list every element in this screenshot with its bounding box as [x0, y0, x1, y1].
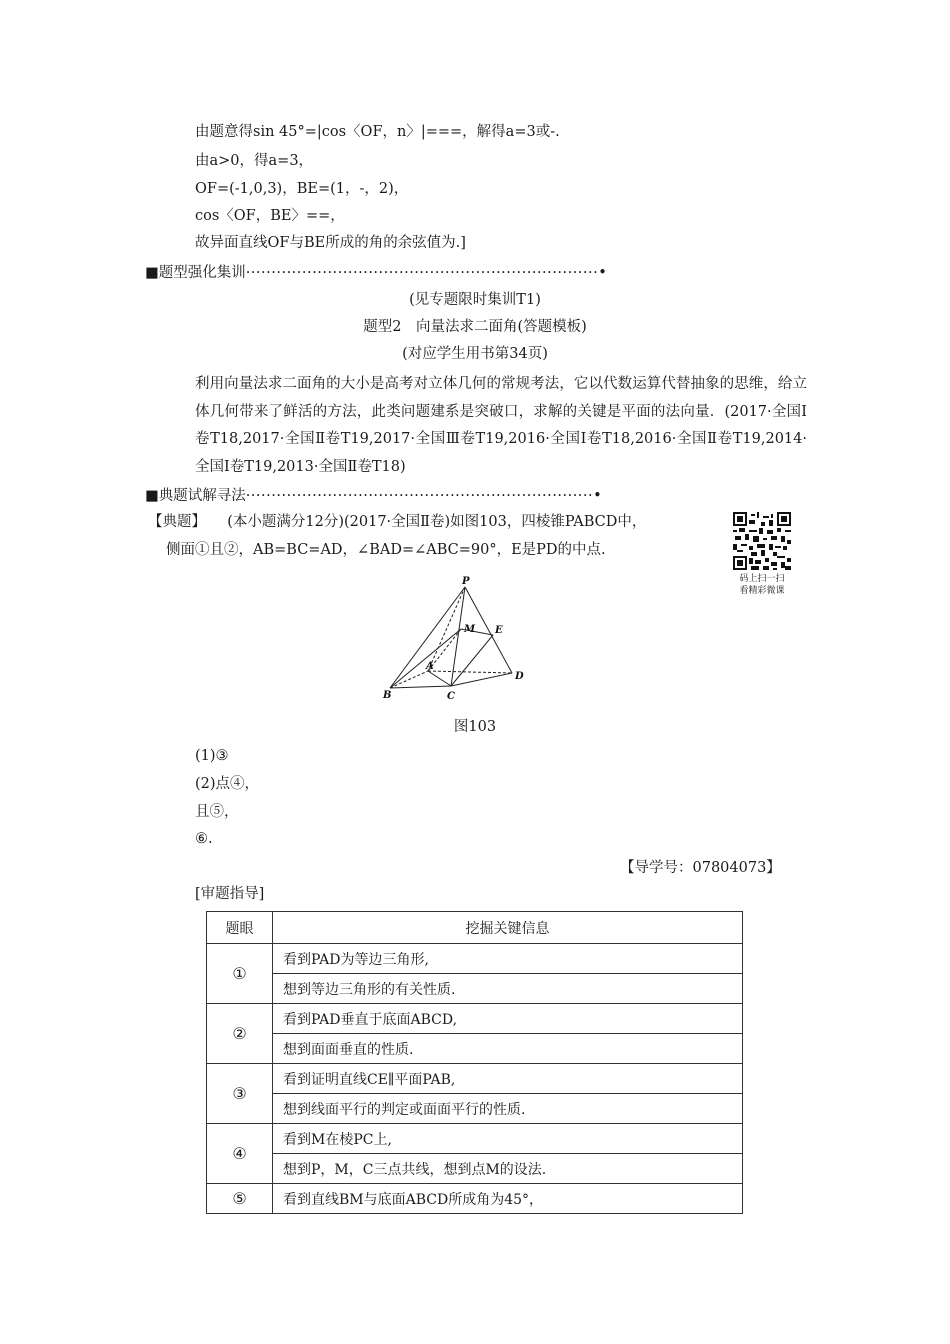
section-header-training: [145, 261, 607, 282]
table-info-cell: 看到PAD垂直于底面ABCD,: [273, 1004, 743, 1034]
part-1: (1)③: [195, 748, 229, 764]
label-M: M: [464, 624, 476, 635]
example-tag: 【典题】: [148, 514, 206, 530]
label-P: P: [462, 576, 470, 587]
solution-line-2: 由a>0，得a=3，: [195, 153, 314, 169]
table-key-cell: ④: [207, 1124, 273, 1184]
segment-BM: [390, 629, 461, 688]
table-row: [207, 944, 743, 974]
table-row: [207, 1154, 743, 1184]
part-4: ⑥.: [195, 831, 213, 847]
label-C: C: [447, 691, 455, 702]
section-dots: ····································································•: [245, 488, 603, 504]
table-info-cell: 看到PAD为等边三角形,: [273, 944, 743, 974]
table-row: [207, 974, 743, 1004]
solution-line-4: cos〈OF，BE〉==，: [195, 208, 345, 224]
label-D: D: [515, 671, 524, 682]
label-E: E: [495, 625, 503, 636]
qr-caption-line-2: 看精彩微课: [739, 586, 785, 596]
table-info-cell: 想到等边三角形的有关性质.: [273, 974, 743, 1004]
table-key-cell: ②: [207, 1004, 273, 1064]
table-info-cell: 看到直线BM与底面ABCD所成角为45°，: [273, 1184, 743, 1214]
qr-code-icon[interactable]: [733, 512, 791, 570]
table-key-cell: ⑤: [207, 1184, 273, 1214]
solution-line-1: 由题意得sin 45°=|cos〈OF，n〉|===，解得a=3或-.: [195, 124, 560, 140]
part-2: (2)点④，: [195, 776, 260, 792]
segment-AC: [428, 671, 451, 686]
example-line-2: 侧面①且②，AB=BC=AD，∠BAD=∠ABC=90°，E是PD的中点.: [166, 542, 606, 558]
table-row: [207, 1064, 743, 1094]
analysis-table: [206, 911, 743, 1214]
edge-BC: [390, 686, 451, 688]
table-info-cell: 想到线面平行的判定或面面平行的性质.: [273, 1094, 743, 1124]
table-row: [207, 1124, 743, 1154]
pyramid-figure: [378, 575, 538, 705]
section-label: ■典题试解寻法: [145, 488, 246, 504]
table-header-row: [207, 912, 743, 944]
edge-AD-hidden: [428, 671, 512, 673]
table-info-cell: 看到证明直线CE∥平面PAB,: [273, 1064, 743, 1094]
table-key-cell: ①: [207, 944, 273, 1004]
reference-note: (见专题限时集训T1): [409, 292, 541, 308]
solution-line-3: OF=(-1,0,3)，BE=(1，-，2)，: [195, 181, 409, 197]
table-info-cell: 看到M在棱PC上,: [273, 1124, 743, 1154]
section-label: ■题型强化集训: [145, 265, 246, 281]
table-row: [207, 1034, 743, 1064]
topic-title: 题型2 向量法求二面角(答题模板): [363, 319, 587, 335]
example-text-1: (本小题满分12分)(2017·全国Ⅱ卷)如图103，四棱锥PABCD中，: [227, 514, 647, 530]
solution-line-5: 故异面直线OF与BE所成的角的余弦值为.]: [195, 235, 466, 251]
table-row: [207, 1094, 743, 1124]
table-header-info: 挖掘关键信息: [273, 912, 743, 944]
table-row: [207, 1004, 743, 1034]
book-page-note: (对应学生用书第34页): [402, 346, 548, 362]
figure-caption: 图103: [453, 719, 497, 735]
guide-number: 【导学号：07804073】: [620, 860, 781, 876]
table-info-cell: 想到P，M，C三点共线，想到点M的设法.: [273, 1154, 743, 1184]
label-A: A: [426, 661, 434, 672]
example-line-1: [148, 512, 646, 532]
guide-heading: [审题指导]: [195, 886, 265, 902]
qr-caption: [726, 573, 798, 597]
table-key-cell: ③: [207, 1064, 273, 1124]
table-row: [207, 1184, 743, 1214]
table-header-key: 题眼: [207, 912, 273, 944]
part-3: 且⑤，: [195, 804, 239, 820]
label-B: B: [383, 690, 392, 701]
qr-caption-line-1: 码上扫一扫: [739, 574, 785, 584]
section-header-examples: [145, 484, 602, 505]
intro-paragraph: 利用向量法求二面角的大小是高考对立体几何的常规考法，它以代数运算代替抽象的思维，给立体几何带来了鲜活的方法，此类问题建系是突破口，求解的关键是平面的法向量．(2017·全国Ⅰ卷T18,2017·全国Ⅱ卷T19,2017·全国Ⅲ卷T19,2016·全国Ⅰ卷T18,2016·全国Ⅱ卷T19,2014·全国Ⅰ卷T19,2013·全国Ⅱ卷T18): [195, 376, 807, 475]
table-info-cell: 想到面面垂直的性质.: [273, 1034, 743, 1064]
section-dots: ·····································································•: [245, 265, 608, 281]
